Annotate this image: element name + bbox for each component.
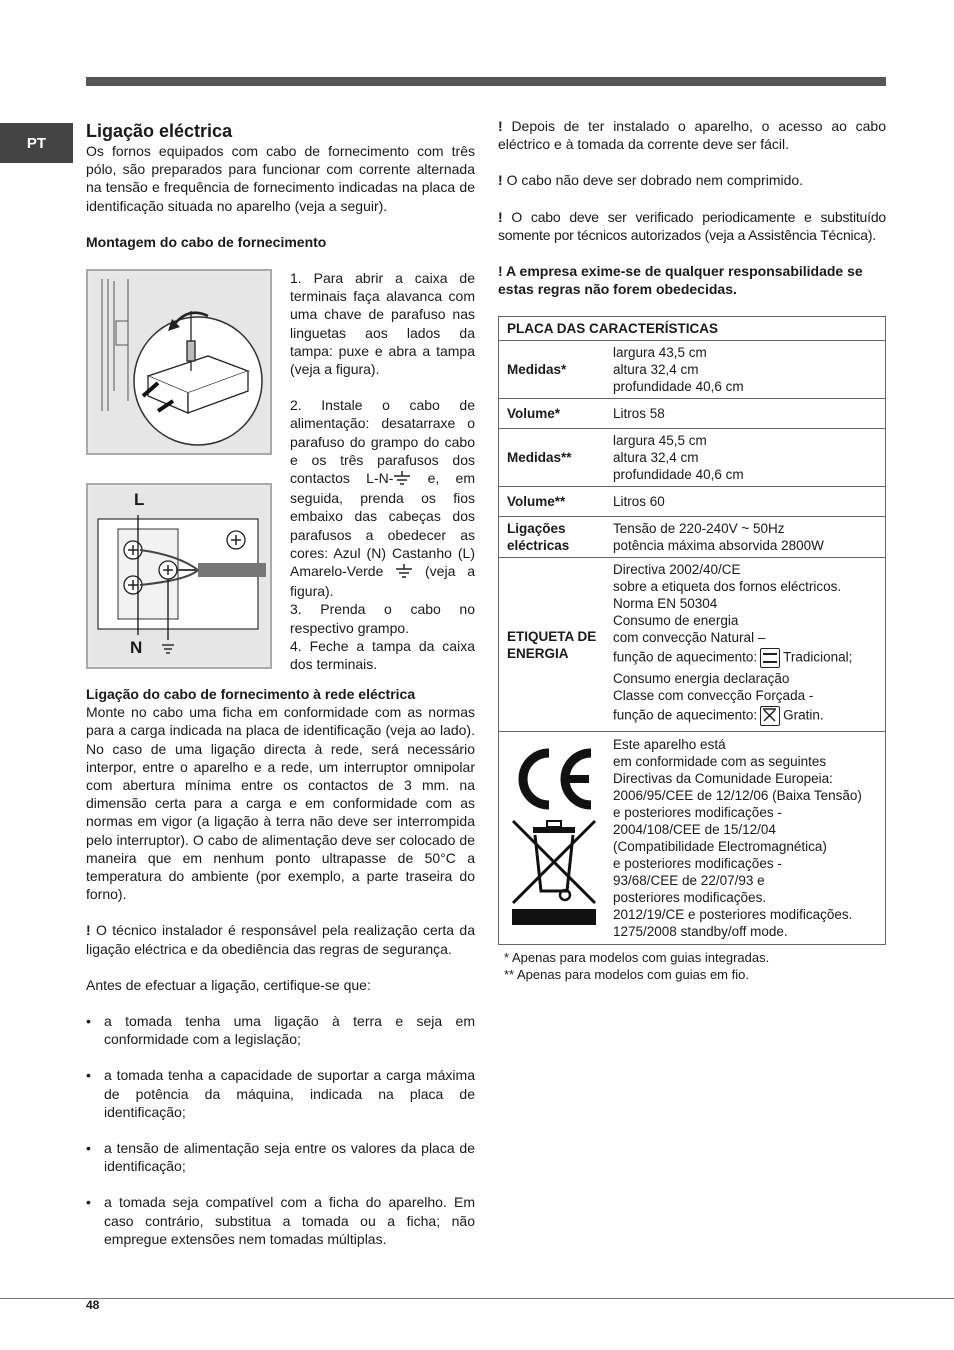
step-2: 2. Instale o cabo de alimentação: desatarraxe o parafuso do grampo do cabo e os três parafusos dos contactos L-N- e, em seguida, prenda os fios embaixo das cabeças dos parafusos a obedecer as cores: Azul (N) Castanho (L) Amarelo-Verde (veja a figura).	[290, 397, 475, 600]
language-tab: PT	[0, 123, 73, 163]
network-paragraph: Monte no cabo uma ficha em conformidade com as normas para a carga indicada na placa de identificação (veja ao lado). No caso de uma ligação directa à rede, será necessário interpor, entre o aparelho e a rede, um interruptor omnipolar com abertura mínima entre os contactos de 3 mm. na dimensão certa para a carga e em conformidade com as normas em vigor (a ligação à terra não deve ser interrompida pelo interruptor). O cabo de alimentação deve ser colocado de maneira que em nenhum ponto ultrapasse de 50°C a temperatura do ambiente (por exemplo, a parte traseira do forno).	[86, 704, 475, 903]
list-item: • a tensão de alimentação seja entre os valores da placa de identificação;	[86, 1139, 475, 1175]
ground-icon	[395, 564, 413, 582]
list-item: • a tomada tenha a capacidade de suportar a carga máxima de potência da máquina, indicada na placa de identificação;	[86, 1066, 475, 1121]
table-row: Volume** Litros 60	[499, 487, 886, 517]
terminal-box-figure	[86, 269, 272, 455]
live-label: L	[134, 490, 145, 510]
list-item: • a tomada seja compatível com a ficha do aparelho. Em caso contrário, substitua a tomada ou a ficha; não empregue extensões nem tomadas múltiplas.	[86, 1193, 475, 1248]
step-1: 1. Para abrir a caixa de terminais faça alavanca com uma chave de parafuso nas linguetas aos lados da tampa: puxe e abra a tampa (veja a figura).	[290, 270, 475, 378]
table-row: Medidas* largura 43,5 cm altura 32,4 cm profundidade 40,6 cm	[499, 341, 886, 399]
list-item: • a tomada tenha uma ligação à terra e seja em conformidade com a legislação;	[86, 1012, 475, 1048]
page-number: 48	[86, 1298, 100, 1312]
section-title: Ligação eléctrica	[86, 121, 233, 141]
table-row: Ligações eléctricas Tensão de 220-240V ~ 50Hz potência máxima absorvida 2800W	[499, 517, 886, 558]
mount-heading: Montagem do cabo de fornecimento	[86, 233, 327, 250]
wiring-figure	[86, 483, 272, 669]
warning-mark: !	[86, 922, 91, 939]
wiring-illustration	[88, 485, 270, 667]
warning-2: ! O cabo não deve ser dobrado nem comprimido.	[498, 172, 804, 189]
gratin-oven-icon	[760, 706, 780, 726]
ce-mark-icon	[509, 745, 599, 813]
table-row: Este aparelho está em conformidade com as seguintes Directivas da Comunidade Europeia: 2006/95/CEE de 12/12/06 (Baixa Tensão) e posteriores modificações - 2004/108/CEE de 15/12/04 (Compatibilidade Electromagnética) e posteriores modificações - 93/68/CEE de 22/07/93 e posteriores modificações. 2012/19/CE e posteriores modificações. 1275/2008 standby/off mode.	[499, 732, 886, 945]
checklist	[86, 1012, 475, 1248]
table-row: Medidas** largura 45,5 cm altura 32,4 cm profundidade 40,6 cm	[499, 429, 886, 487]
mount-figures	[86, 269, 475, 679]
specs-table	[498, 316, 886, 945]
warning-1: ! Depois de ter instalado o aparelho, o acesso ao cabo eléctrico e à tomada da corrente deve ser fácil.	[498, 118, 887, 153]
step-3: 3. Prenda o cabo no respectivo grampo.	[290, 601, 475, 636]
footnotes	[498, 949, 886, 983]
warning-4: ! A empresa exime-se de qualquer responsabilidade se estas regras não forem obedecidas.	[498, 263, 863, 298]
footnote-2: ** Apenas para modelos com guias em fio.	[504, 967, 749, 983]
top-rule	[86, 77, 886, 86]
ground-icon	[393, 471, 411, 489]
before-text: Antes de efectuar a ligação, certifique-se que:	[86, 976, 371, 993]
left-column	[86, 117, 475, 1266]
warning-3: ! O cabo deve ser verificado periodicamente e substituído somente por técnicos autorizados (veja a Assistência Técnica).	[498, 208, 886, 243]
mount-steps	[290, 269, 475, 673]
specs-table-title: PLACA DAS CARACTERÍSTICAS	[499, 317, 886, 341]
installer-warning: ! O técnico instalador é responsável pela realização certa da ligação eléctrica e da obediência das regras de segurança.	[86, 922, 476, 957]
traditional-oven-icon	[760, 648, 780, 668]
right-column	[498, 117, 886, 983]
footnote-1: * Apenas para modelos com guias integradas.	[504, 950, 770, 966]
step-4: 4. Feche a tampa da caixa dos terminais.	[290, 637, 475, 673]
table-row: Volume* Litros 58	[499, 399, 886, 429]
terminal-box-illustration	[88, 271, 270, 453]
network-heading: Ligação do cabo de fornecimento à rede eléctrica	[86, 686, 416, 703]
table-row: ETIQUETA DE ENERGIA Directiva 2002/40/CE sobre a etiqueta dos fornos eléctricos. Norma EN 50304 Consumo de energia com convecção Natural – função de aquecimento: Tradicional; Consumo energia declaração Classe com convecção Forçada - função de aquecimento: Gratin.	[499, 558, 886, 732]
bottom-rule	[0, 1298, 954, 1299]
intro-paragraph: Os fornos equipados com cabo de fornecimento com três pólo, são preparados para funcionar com corrente alternada na tensão e frequência de fornecimento indicadas na placa de identificação situada no aparelho (veja a seguir).	[86, 143, 475, 214]
weee-bin-icon	[509, 817, 599, 927]
neutral-label: N	[130, 638, 143, 658]
